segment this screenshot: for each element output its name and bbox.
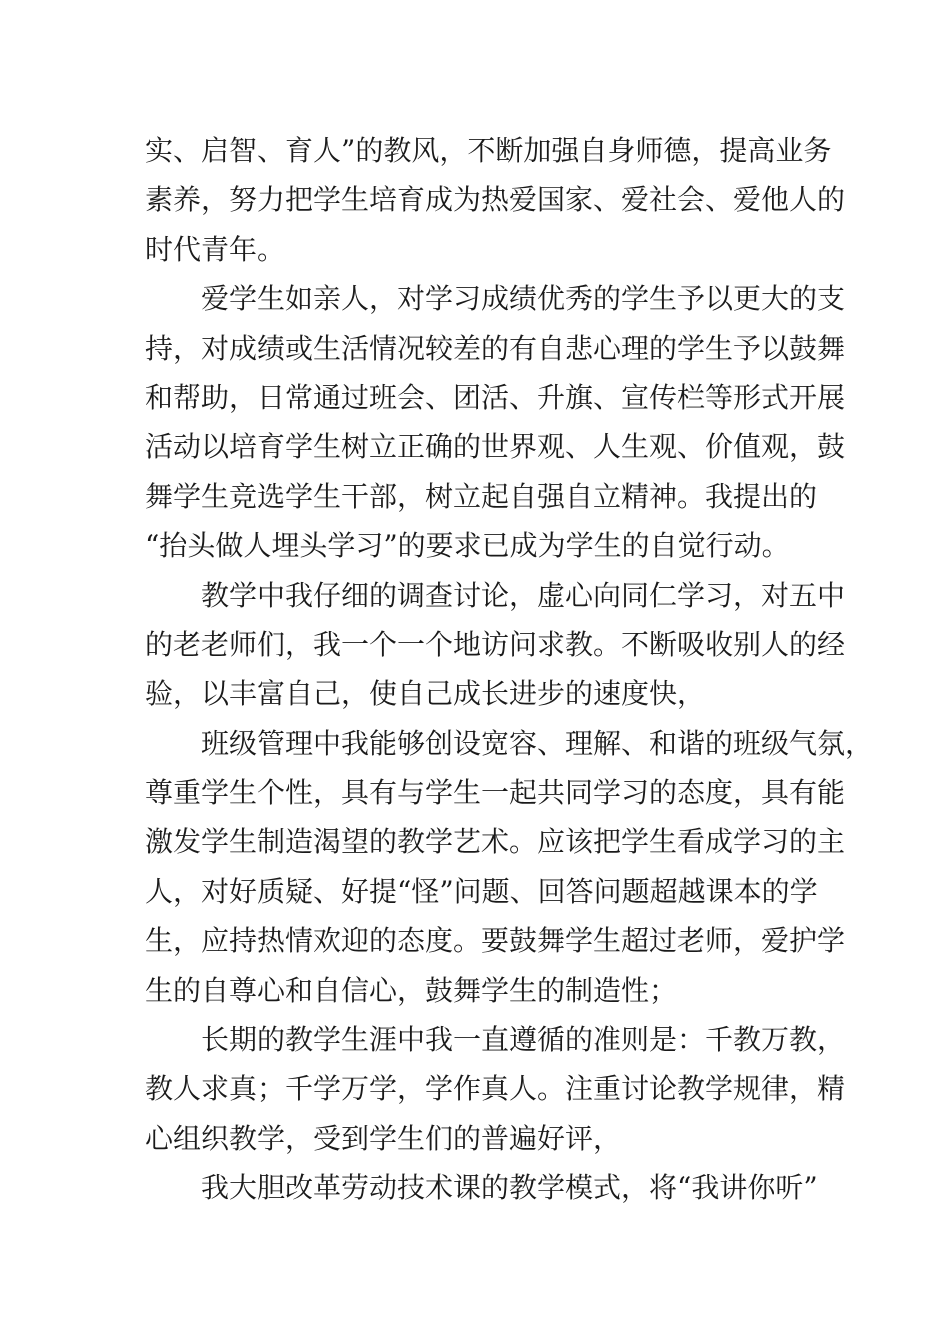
text-line: 和帮助，日常通过班会、团活、升旗、宣传栏等形式开展 <box>145 380 846 414</box>
text-line: 验，以丰富自己，使自己成长进步的速度快， <box>145 677 706 711</box>
paragraph-first-line: 班级管理中我能够创设宽容、理解、和谐的班级气氛， <box>201 726 874 760</box>
paragraph-first-line: 长期的教学生涯中我一直遵循的准则是：千教万教， <box>201 1023 846 1057</box>
text-line: 生，应持热情欢迎的态度。要鼓舞学生超过老师，爱护学 <box>145 924 846 958</box>
text-line: 持，对成绩或生活情况较差的有自悲心理的学生予以鼓舞 <box>145 331 846 365</box>
text-line: 人，对好质疑、好提“怪”问题、回答问题超越课本的学 <box>145 874 818 908</box>
text-line: 素养，努力把学生培育成为热爱国家、爱社会、爱他人的 <box>145 183 846 217</box>
text-line: 尊重学生个性，具有与学生一起共同学习的态度，具有能 <box>145 776 846 810</box>
text-line: 的老老师们，我一个一个地访问求教。不断吸收别人的经 <box>145 627 846 661</box>
text-line: 舞学生竞选学生干部，树立起自强自立精神。我提出的 <box>145 479 818 513</box>
paragraph-first-line: 我大胆改革劳动技术课的教学模式，将“我讲你听” <box>201 1171 818 1205</box>
paragraph-first-line: 爱学生如亲人，对学习成绩优秀的学生予以更大的支 <box>201 282 846 316</box>
paragraph-first-line: 教学中我仔细的调查讨论，虚心向同仁学习，对五中 <box>201 578 846 612</box>
text-line: 实、启智、育人”的教风，不断加强自身师德，提高业务 <box>145 134 832 167</box>
text-line: 时代青年。 <box>145 232 286 266</box>
text-line: 教人求真；千学万学，学作真人。注重讨论教学规律，精 <box>145 1072 846 1106</box>
text-line: 活动以培育学生树立正确的世界观、人生观、价值观，鼓 <box>145 430 846 464</box>
text-line: 激发学生制造渴望的教学艺术。应该把学生看成学习的主 <box>145 825 846 859</box>
document-body <box>145 126 874 1213</box>
text-line: “抬头做人埋头学习”的要求已成为学生的自觉行动。 <box>145 529 790 563</box>
text-line: 心组织教学，受到学生们的普遍好评， <box>145 1121 622 1155</box>
text-line: 生的自尊心和自信心，鼓舞学生的制造性； <box>145 973 678 1007</box>
